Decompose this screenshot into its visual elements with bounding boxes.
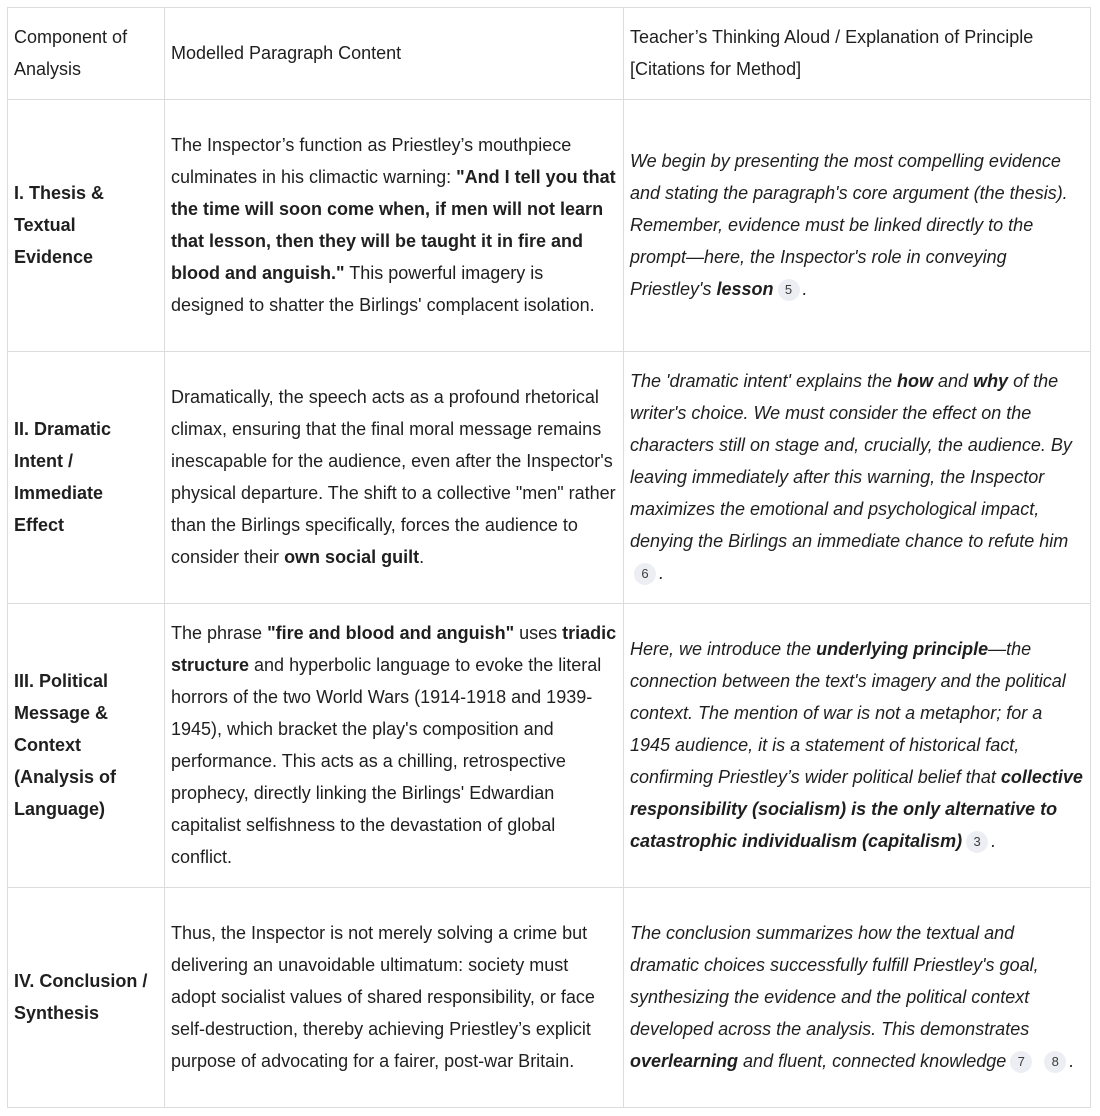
component-cell (8, 604, 165, 888)
emphasis-text: how (897, 371, 934, 391)
content-text: The phrase (171, 623, 268, 643)
emphasis-text: own social guilt (284, 547, 420, 567)
content-text: and hyperbolic language to evoke the literal horrors of the two World Wars (1914-1918 and 1939-1945), which bracket the play's composition and performance. This acts as a chilling, retrospective prophecy, directly linking the Birlings' Edwardian capitalist selfishness to the devastation of global conflict. (171, 655, 602, 867)
content-cell (165, 604, 624, 888)
component-label: III. Political Message & Context (Analysis of Language) (14, 671, 117, 819)
emphasis-text: triadic structure (171, 623, 617, 675)
teacher-text: of the writer's choice. We must consider the effect on the characters still on stage and, crucially, the audience. By leaving immediately after this warning, the Inspector maximizes the emotional and psychological impact, denying the Birlings an immediate chance to refute him (630, 371, 1072, 551)
teacher-text: Here, we introduce the (630, 639, 817, 659)
teacher-text: and (933, 371, 974, 391)
teacher-text: The 'dramatic intent' explains the (630, 371, 898, 391)
component-cell (8, 100, 165, 352)
table-row (8, 888, 1091, 1108)
content-text: Thus, the Inspector is not merely solving a crime but delivering an unavoidable ultimatum: society must adopt socialist values of shared responsibility, or face self-destruction, thereby achieving Priestley’s explicit purpose of advocating for a fairer, post-war Britain. (171, 923, 595, 1071)
citation-chip[interactable]: 7 (1010, 1051, 1032, 1073)
citation-chip[interactable]: 8 (1044, 1051, 1066, 1073)
component-label: I. Thesis & Textual Evidence (14, 183, 105, 267)
header-component (8, 8, 165, 100)
teacher-cell (624, 352, 1091, 604)
teacher-cell (624, 100, 1091, 352)
content-cell (165, 888, 624, 1108)
table-row (8, 100, 1091, 352)
teacher-cell (624, 888, 1091, 1108)
table-row (8, 604, 1091, 888)
teacher-text: and fluent, connected knowledge (738, 1051, 1007, 1071)
analysis-table (7, 7, 1091, 1108)
table-row (8, 352, 1091, 604)
citation-chip[interactable]: 5 (778, 279, 800, 301)
header-teacher-label: Teacher’s Thinking Aloud / Explanation of Principle (630, 27, 1034, 47)
content-text: The Inspector’s function as Priestley’s mouthpiece culminates in his climactic warning: (171, 135, 572, 187)
quote-text: "And I tell you that the time will soon come when, if men will not learn that lesson, then they will be taught it in fire and blood and anguish." (171, 167, 616, 283)
component-label: IV. Conclusion / Synthesis (14, 971, 148, 1023)
content-cell (165, 100, 624, 352)
content-cell (165, 352, 624, 604)
component-label: II. Dramatic Intent / Immediate Effect (14, 419, 112, 535)
teacher-cell (624, 604, 1091, 888)
citation-chip[interactable]: 6 (634, 563, 656, 585)
header-citations-label: [Citations for Method] (630, 59, 802, 79)
content-text: Dramatically, the speech acts as a profound rhetorical climax, ensuring that the final moral message remains inescapable for the audience, even after the Inspector's physical departure. The shift to a collective "men" rather than the Birlings specifically, forces the audience to consider their (171, 387, 616, 567)
emphasis-text: overlearning (630, 1051, 739, 1071)
teacher-text: —the connection between the text's imagery and the political context. The mention of war is not a metaphor; for a 1945 audience, it is a statement of historical fact, confirming Priestley’s wider political belief that (630, 639, 1066, 787)
content-text: . (419, 547, 425, 567)
component-cell (8, 888, 165, 1108)
teacher-text: . (659, 563, 665, 583)
header-teacher (624, 8, 1091, 100)
teacher-text: We begin by presenting the most compelling evidence and stating the paragraph's core argument (the thesis). Remember, evidence must be linked directly to the prompt—here, the Inspector's role in conveying Priestley's (630, 151, 1068, 299)
teacher-text: The conclusion summarizes how the textual and dramatic choices successfully fulfill Priestley's goal, synthesizing the evidence and the political context developed across the analysis. This demonstrates (630, 923, 1039, 1039)
teacher-text: . (802, 279, 808, 299)
header-content (165, 8, 624, 100)
content-text: uses (514, 623, 563, 643)
emphasis-text: lesson (716, 279, 774, 299)
quote-text: "fire and blood and anguish" (267, 623, 515, 643)
header-content-label: Modelled Paragraph Content (171, 43, 402, 63)
emphasis-text: collective responsibility (socialism) is the only alternative to catastrophic individualism (capitalism) (630, 767, 1083, 851)
teacher-text: . (991, 831, 997, 851)
citation-chip[interactable]: 3 (966, 831, 988, 853)
teacher-text: . (1069, 1051, 1075, 1071)
component-cell (8, 352, 165, 604)
emphasis-text: underlying principle (816, 639, 989, 659)
content-text: This powerful imagery is designed to shatter the Birlings' complacent isolation. (171, 263, 595, 315)
emphasis-text: why (973, 371, 1009, 391)
header-row (8, 8, 1091, 100)
header-component-label: Component of Analysis (14, 27, 128, 79)
